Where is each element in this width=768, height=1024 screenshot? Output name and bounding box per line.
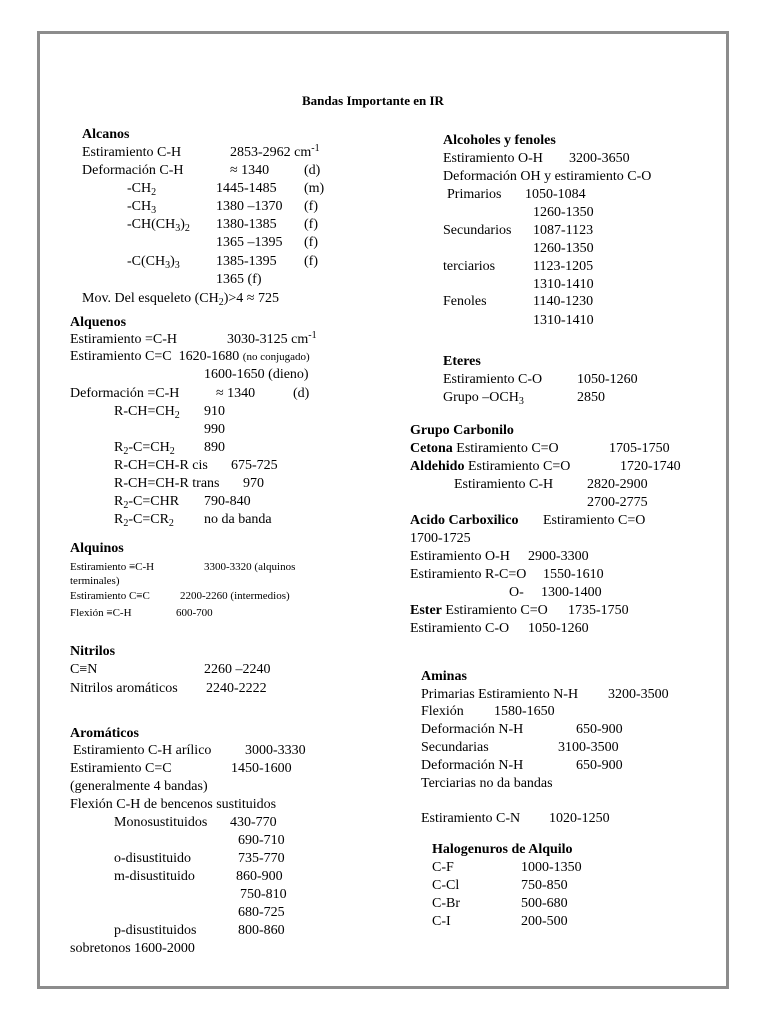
alquenos-est-value: 3030-3125 $cm^{-1}$ [227,330,317,347]
alquenos-cc-value2: 1600-1650 (dieno) [204,367,309,382]
alcanos-est-value: 2853-2962 $cm^{-1}$ [230,143,320,160]
alc-oh-label: Estiramiento O-H [443,151,543,166]
alcanos-cch3-value2: 1365 (f) [216,272,262,287]
halo-row-value: 500-680 [521,896,568,911]
arom-meta-v2: 750-810 [240,887,287,902]
halo-row-label: C-I [432,914,451,929]
alquenos-cis-value: 675-725 [231,458,278,473]
eteres-co-label: Estiramiento C-O [443,372,543,387]
halo-row-label: C-Cl [432,878,460,893]
alc-prim-label: Primarios [447,187,502,202]
alquenos-trans-label: R-CH=CH-R trans [114,476,220,491]
alcanos-ch3-label: $-CH_3$ [127,199,157,216]
arom-mono-v1: 430-770 [230,815,277,830]
alcanos-chch3-int1: (f) [304,217,318,232]
aminas-flex-value: 1580-1650 [494,704,555,719]
arom-mono-v2: 690-710 [238,833,285,848]
alcanos-ch2-value: 1445-1485 [216,181,277,196]
alquenos-cis-label: R-CH=CH-R cis [114,458,208,473]
alcanos-def-value: ≈ 1340 [230,163,270,178]
arom-orto-label: o-disustituido [114,851,192,866]
carb-ald-ch-v2: 2700-2775 [587,495,648,510]
alc-fen-v1: 1140-1230 [533,294,594,309]
halo-row-value: 200-500 [521,914,568,929]
arom-para-v: 800-860 [238,923,285,938]
alcanos-ch2-int: (m) [304,181,325,196]
carb-aldehido-row: Aldehido Estiramiento C=O [410,459,571,474]
aminas-sec-label: Secundarias [421,740,489,755]
aminas-flex-label: Flexión [421,704,464,719]
alquenos-r2cchr-label: $R_2-C=CHR$ [114,494,180,511]
aminas-prim-value: 3200-3500 [608,687,669,702]
carb-aldehido-value: 1720-1740 [620,459,681,474]
aminas-sec-value: 3100-3500 [558,740,619,755]
alcanos-chch3-value2: 1365 –1395 [216,235,283,250]
halo-row-label: C-Br [432,896,460,911]
carb-acido-rco-value: 1550-1610 [543,567,604,582]
alquenos-r2ccr2-value: no da banda [204,512,272,527]
alc-ter-label: terciarios [443,259,496,274]
arom-cc-note: (generalmente 4 bandas) [70,779,208,794]
carb-ester-co-value: 1050-1260 [528,621,589,636]
alquenos-rchch2-label: $R-CH=CH_2$ [114,404,180,421]
alcanos-cch3-int1: (f) [304,254,318,269]
alcanos-est-label: Estiramiento C-H [82,145,182,160]
alcanos-chch3-int2: (f) [304,235,318,250]
alquinos-flex-value: 600-700 [176,607,213,619]
carb-ald-ch-v1: 2820-2900 [587,477,648,492]
alc-ter-v1: 1123-1205 [533,259,594,274]
alquenos-def-label: Deformación =C-H [70,386,180,401]
arom-para-label: p-disustituidos [114,923,197,938]
alcanos-ch3-int: (f) [304,199,318,214]
arom-mono-label: Monosustituidos [114,815,208,830]
alc-sec-label: Secundarios [443,223,512,238]
section-heading-alcoholes: Alcoholes y fenoles [443,133,556,148]
carb-acido-oh-value: 2900-3300 [528,549,589,564]
carb-ester-row: Ester Estiramiento C=O [410,603,548,618]
alcanos-def-int: (d) [304,163,321,178]
carb-ester-co-label: Estiramiento C-O [410,621,510,636]
arom-sobretonos: sobretonos 1600-2000 [70,941,195,956]
section-heading-halogenuros: Halogenuros de Alquilo [432,842,573,857]
alquinos-cc-value: 2200-2260 (intermedios) [180,590,290,602]
halo-row-label: C-F [432,860,454,875]
alc-fen-v2: 1310-1410 [533,313,594,328]
alquinos-est-label: Estiramiento ≡C-H [70,561,155,573]
alcanos-chch3-label: $-CH(CH_3)_2$ [127,217,190,234]
alcanos-cch3-value1: 1385-1395 [216,254,277,269]
alquinos-est-value: 3300-3320 (alquinos [204,561,296,573]
section-heading-alquenos: Alquenos [70,315,127,330]
halo-row-value: 1000-1350 [521,860,582,875]
arom-meta-label: m-disustituido [114,869,195,884]
section-heading-eteres: Eteres [443,354,481,369]
arom-orto-v: 735-770 [238,851,285,866]
alc-prim-v1: 1050-1084 [525,187,586,202]
alquenos-def-value: ≈ 1340 [216,386,256,401]
alcanos-ch2-label: $-CH_2$ [127,181,157,198]
alquenos-r2cch2-label: $R_2-C=CH_2$ [114,440,175,457]
arom-ch-value: 3000-3330 [245,743,306,758]
alquenos-rchch2-value2: 990 [204,422,225,437]
aminas-def1-label: Deformación N-H [421,722,524,737]
nitrilos-arom-value: 2240-2222 [206,681,267,696]
section-heading-aminas: Aminas [421,669,467,684]
carb-cetona-row: Cetona Estiramiento C=O [410,441,559,456]
alquenos-cc-row: Estiramiento C=C 1620-1680 (no conjugado) [70,349,310,364]
nitrilos-cn-value: 2260 –2240 [204,662,271,677]
section-heading-alquinos: Alquinos [70,541,124,556]
carb-acido-o-value: 1300-1400 [541,585,602,600]
nitrilos-arom-label: Nitrilos aromáticos [70,681,178,696]
alc-ter-v2: 1310-1410 [533,277,594,292]
section-heading-aromaticos: Aromáticos [70,726,139,741]
aminas-def2-label: Deformación N-H [421,758,524,773]
alquinos-cc-label: Estiramiento C≡C [70,590,150,602]
aminas-ter-label: Terciarias no da bandas [421,776,553,791]
section-heading-carbonilo: Grupo Carbonilo [410,423,514,438]
carb-ald-ch-label: Estiramiento C-H [454,477,554,492]
alquenos-def-int: (d) [293,386,310,401]
alcanos-cch3-label: $-C(CH_3)_3$ [127,254,180,271]
alc-def-label: Deformación OH y estiramiento C-O [443,169,652,184]
alquinos-est-cont: terminales) [70,575,120,587]
carb-acido-oh-label: Estiramiento O-H [410,549,510,564]
aminas-def2-value: 650-900 [576,758,623,773]
carb-acido-label: Acido Carboxilico [410,513,519,528]
alquenos-r2cchr-value: 790-840 [204,494,251,509]
carb-acido-o-label: O- [509,585,524,600]
alc-oh-value: 3200-3650 [569,151,630,166]
alc-prim-v2: 1260-1350 [533,205,594,220]
aminas-prim-label: Primarias Estiramiento N-H [421,687,579,702]
arom-cc-label: Estiramiento C=C [70,761,172,776]
carb-ester-value: 1735-1750 [568,603,629,618]
carb-acido-value: 1700-1725 [410,531,471,546]
alc-sec-v1: 1087-1123 [533,223,594,238]
nitrilos-cn-label: C≡N [70,662,98,677]
arom-ch-label: Estiramiento C-H arílico [73,743,212,758]
alcanos-mov: Mov. Del esqueleto $(CH_2)>4 \approx 725$ [82,291,279,308]
alquenos-trans-value: 970 [243,476,264,491]
alquenos-est-label: Estiramiento =C-H [70,332,178,347]
eteres-och3-label: Grupo $-OCH_3$ [443,390,524,407]
arom-flex-label: Flexión C-H de bencenos sustituidos [70,797,277,812]
carb-acido-rco-label: Estiramiento R-C=O [410,567,527,582]
arom-cc-value: 1450-1600 [231,761,292,776]
alquenos-rchch2-value1: 910 [204,404,225,419]
section-heading-alcanos: Alcanos [82,127,130,142]
carb-cetona-value: 1705-1750 [609,441,670,456]
carb-acido-rest: Estiramiento C=O [543,513,646,528]
page-title: Bandas Importante en IR [302,93,444,108]
eteres-och3-value: 2850 [577,390,605,405]
alc-sec-v2: 1260-1350 [533,241,594,256]
alcanos-chch3-value1: 1380-1385 [216,217,277,232]
eteres-co-value: 1050-1260 [577,372,638,387]
alcanos-ch3-value: 1380 –1370 [216,199,283,214]
arom-meta-v1: 860-900 [236,869,283,884]
alquinos-flex-label: Flexión ≡C-H [70,607,132,619]
aminas-cn-label: Estiramiento C-N [421,811,521,826]
aminas-def1-value: 650-900 [576,722,623,737]
section-heading-nitrilos: Nitrilos [70,644,116,659]
alquenos-r2cch2-value: 890 [204,440,225,455]
alcanos-def-label: Deformación C-H [82,163,184,178]
halo-row-value: 750-850 [521,878,568,893]
aminas-cn-value: 1020-1250 [549,811,610,826]
arom-meta-v3: 680-725 [238,905,285,920]
alquenos-r2ccr2-label: $R_2-C=CR_2$ [114,512,174,529]
alc-fen-label: Fenoles [443,294,487,309]
